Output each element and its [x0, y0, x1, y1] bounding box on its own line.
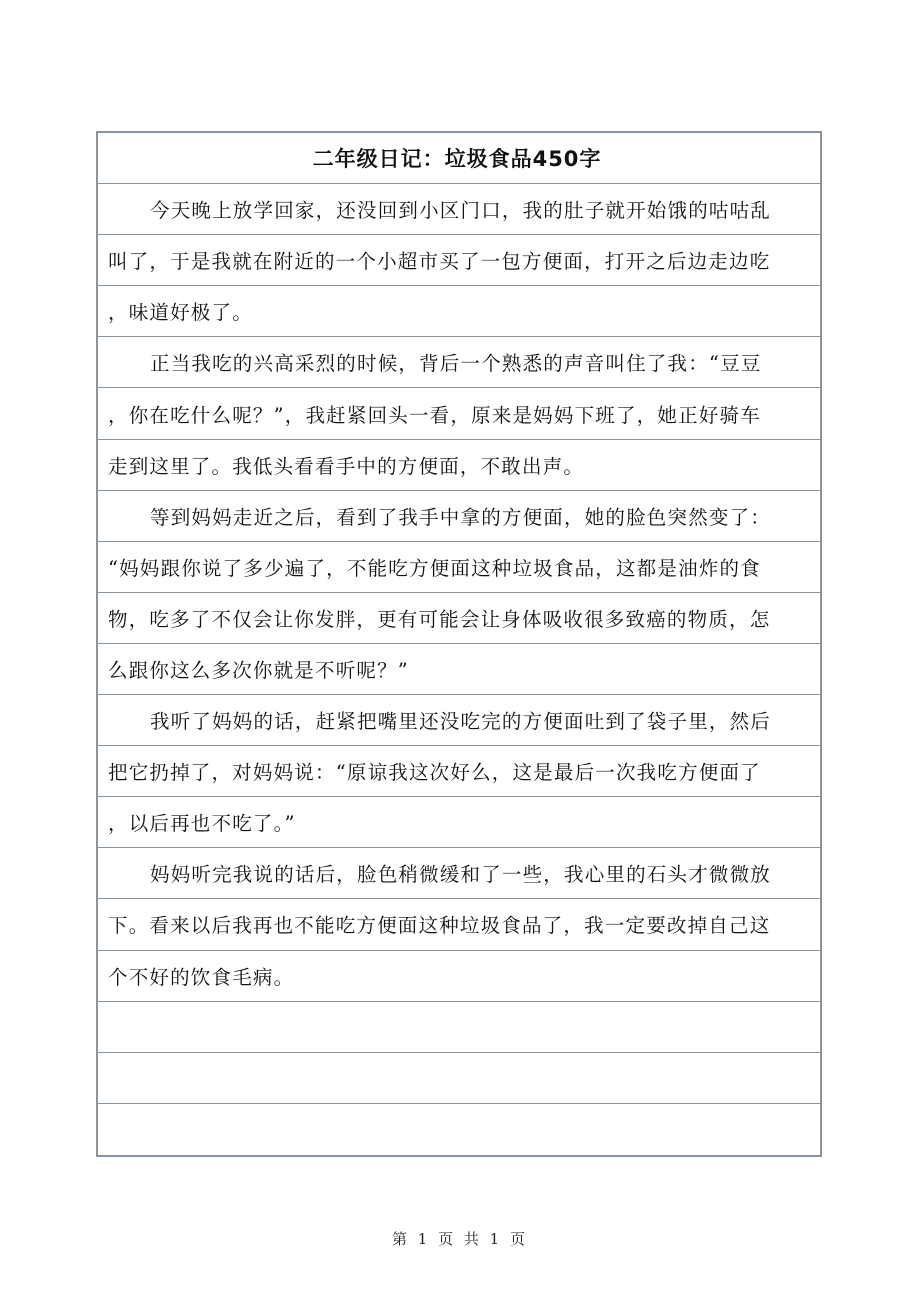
diary-line: 个不好的饮食毛病。	[98, 951, 820, 1002]
diary-line: 么跟你这么多次你就是不听呢？”	[98, 644, 820, 695]
diary-line	[98, 1002, 820, 1053]
diary-line: “妈妈跟你说了多少遍了，不能吃方便面这种垃圾食品，这都是油炸的食	[98, 542, 820, 593]
diary-line: 我听了妈妈的话，赶紧把嘴里还没吃完的方便面吐到了袋子里，然后	[98, 695, 820, 746]
diary-line: 物，吃多了不仅会让你发胖，更有可能会让身体吸收很多致癌的物质，怎	[98, 593, 820, 644]
page-footer: 第 1 页 共 1 页	[392, 1230, 528, 1248]
diary-line: 今天晚上放学回家，还没回到小区门口，我的肚子就开始饿的咕咕乱	[98, 184, 820, 235]
diary-line: 下。看来以后我再也不能吃方便面这种垃圾食品了，我一定要改掉自己这	[98, 899, 820, 950]
diary-line	[98, 1104, 820, 1155]
diary-line: ，你在吃什么呢？”，我赶紧回头一看，原来是妈妈下班了，她正好骑车	[98, 388, 820, 439]
diary-line: 妈妈听完我说的话后，脸色稍微缓和了一些，我心里的石头才微微放	[98, 848, 820, 899]
diary-line: ，味道好极了。	[98, 286, 820, 337]
diary-line: 把它扔掉了，对妈妈说：“原谅我这次好么，这是最后一次我吃方便面了	[98, 746, 820, 797]
diary-line: ，以后再也不吃了。”	[98, 797, 820, 848]
diary-line: 走到这里了。我低头看看手中的方便面，不敢出声。	[98, 440, 820, 491]
diary-line: 叫了，于是我就在附近的一个小超市买了一包方便面，打开之后边走边吃	[98, 235, 820, 286]
diary-line	[98, 1053, 820, 1104]
page-title: 二年级日记：垃圾食品450字	[98, 133, 820, 184]
diary-lines	[98, 184, 820, 1155]
diary-sheet	[96, 131, 822, 1157]
diary-line: 等到妈妈走近之后，看到了我手中拿的方便面，她的脸色突然变了：	[98, 491, 820, 542]
diary-line: 正当我吃的兴高采烈的时候，背后一个熟悉的声音叫住了我：“豆豆	[98, 337, 820, 388]
